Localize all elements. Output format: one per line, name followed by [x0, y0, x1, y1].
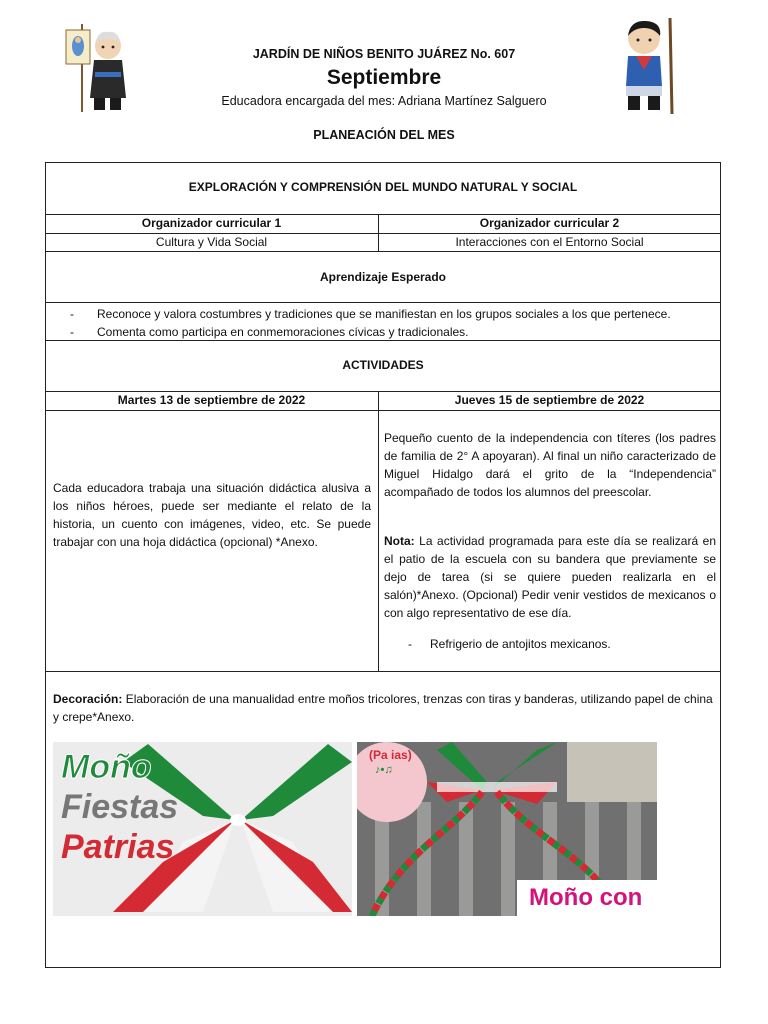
- table-rule: [45, 671, 721, 672]
- organizer-1-header: Organizador curricular 1: [141, 216, 282, 230]
- teacher-line: Educadora encargada del mes: Adriana Martínez Salguero: [221, 94, 547, 108]
- day2-note: [384, 532, 716, 622]
- bow-word-1: Moño: [61, 748, 152, 786]
- bow-photo-left: [53, 742, 352, 916]
- list-item-text: Comenta como participa en conmemoraciones cívicas y tradicionales.: [97, 325, 469, 339]
- table-rule: [45, 410, 721, 411]
- table-rule: [45, 214, 721, 215]
- decoration-text: [53, 690, 713, 726]
- field-heading: EXPLORACIÓN Y COMPRENSIÓN DEL MUNDO NATURAL Y SOCIAL: [188, 180, 578, 194]
- table-rule: [45, 251, 721, 252]
- hidalgo-illustration: [60, 20, 132, 116]
- day1-header: Martes 13 de septiembre de 2022: [117, 393, 306, 407]
- right-photo-caption: Moño con: [529, 884, 643, 911]
- badge-text-top: (Pa ias): [369, 748, 412, 762]
- decoration-description: Elaboración de una manualidad entre moños tricolores, trenzas con tiras y banderas, utilizando papel de china y crepe*Anexo.: [53, 692, 713, 724]
- expected-learning-list: [70, 305, 710, 341]
- day2-header: Jueves 15 de septiembre de 2022: [454, 393, 645, 407]
- organizer-2-value: Interacciones con el Entorno Social: [455, 235, 644, 249]
- day1-activity: Cada educadora trabaja una situación didáctica alusiva a los niños héroes, puede ser mediante el relato de la historia, un cuento con imágenes, video, etc. Se puede trabajar con una hoja didáctica (opcional) *Anexo.: [53, 481, 371, 549]
- list-item-text: Reconoce y valora costumbres y tradiciones que se manifiestan en los grupos sociales a los que pertenece.: [97, 307, 671, 321]
- plan-title: PLANEACIÓN DEL MES: [313, 128, 455, 142]
- month-title: Septiembre: [326, 66, 442, 89]
- note-text: La actividad programada para este día se realizará en el patio de la escuela con su bandera que previamente se dejo de tarea (si se quiere pueden realizarla en el salón)*Anexo. (Opcional) Pedir venir vestidos de mexicanos o con algo representativo de ese día.: [384, 534, 716, 620]
- bullet-dash: -: [408, 637, 412, 651]
- snack-text: Refrigerio de antojitos mexicanos.: [430, 637, 611, 651]
- bullet-dash: -: [70, 325, 74, 339]
- bow-photo-right: [357, 742, 657, 916]
- note-label: Nota:: [384, 534, 415, 548]
- day2-activity: Pequeño cuento de la independencia con títeres (los padres de familia de 2° A apoyaran). Al final un niño caracterizado de Miguel Hidalgo dará el grito de la “Independencia” acompañado de todos los alumnos del preescolar.: [384, 431, 716, 499]
- table-rule: [45, 233, 721, 234]
- bullet-dash: -: [70, 307, 74, 321]
- decoration-label: Decoración:: [53, 692, 123, 706]
- snack-item: [408, 637, 708, 651]
- list-item: [70, 323, 710, 341]
- organizer-2-header: Organizador curricular 2: [479, 216, 620, 230]
- bow-word-2: Fiestas: [61, 788, 179, 826]
- table-rule: [45, 391, 721, 392]
- badge-text-bottom: ♪•♫: [375, 764, 393, 776]
- expected-learning-heading: Aprendizaje Esperado: [319, 270, 447, 284]
- column-divider: [378, 391, 379, 671]
- organizer-1-value: Cultura y Vida Social: [155, 235, 268, 249]
- table-rule: [45, 302, 721, 303]
- list-item: [70, 305, 710, 323]
- activities-heading: ACTIVIDADES: [342, 358, 424, 372]
- child-soldier-illustration: [616, 16, 682, 118]
- bow-word-3: Patrias: [61, 828, 175, 866]
- school-name: JARDÍN DE NIÑOS BENITO JUÁREZ No. 607: [252, 47, 516, 61]
